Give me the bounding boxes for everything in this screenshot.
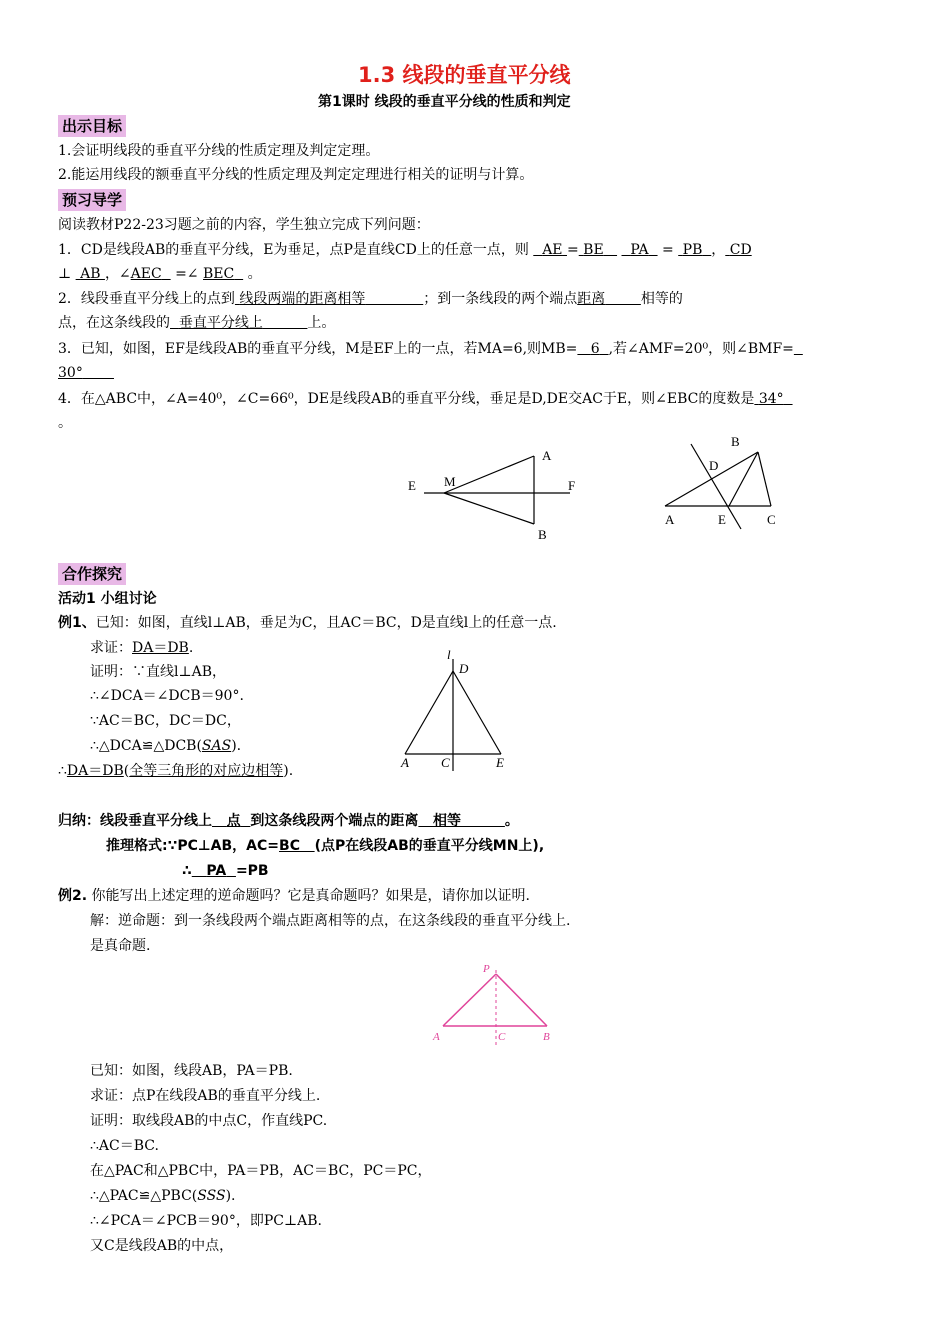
question-4-line-b: 。: [58, 415, 72, 431]
question-1-line-a: 1．CD是线段AB的垂直平分线，E为垂足，点P是直线CD上的任意一点，则 AE = BE PA = PB ， CD: [58, 242, 752, 258]
page-title: 1.3 线段的垂直平分线: [358, 63, 571, 87]
example-1-prove: 求证：DA＝DB.: [90, 640, 194, 656]
fig3-label-e: E: [496, 755, 504, 770]
example-1-proof-line: ∴∠DCA＝∠DCB＝90°.: [90, 688, 244, 704]
answer-blank: PA: [630, 242, 649, 258]
question-2-line-b: 点，在这条线段的 垂直平分线上 上。: [58, 315, 336, 331]
fig1-label-a: A: [542, 448, 552, 463]
answer-blank: 垂直平分线上: [178, 315, 263, 331]
question-2-line-a: 2．线段垂直平分线上的点到 线段两端的距离相等 ；到一条线段的两个端点距离 相等的: [58, 291, 683, 307]
objective-item: 1.会证明线段的垂直平分线的性质定理及判定定理。: [58, 143, 380, 159]
fig1-label-b: B: [538, 527, 547, 542]
figure-example-2: [425, 958, 560, 1048]
example-1-proof-line: 证明：∵直线l⊥AB，: [90, 664, 227, 680]
answer-blank: BE: [583, 242, 604, 258]
answer-blank: 线段两端的距离相等: [239, 291, 366, 307]
fig1-label-m: M: [444, 474, 456, 489]
summary-line: 归纳：线段垂直平分线上 点 到这条线段两个端点的距离 相等 。: [58, 813, 519, 829]
fig4-label-c: C: [498, 1031, 506, 1043]
figure-triangle-abc-de: [655, 430, 795, 535]
page-subtitle: 第1课时 线段的垂直平分线的性质和判定: [318, 94, 571, 110]
fig3-label-a: A: [401, 755, 409, 770]
section-explore: 合作探究: [58, 563, 126, 585]
answer-blank: 6: [590, 341, 600, 357]
answer-blank: 30°: [58, 365, 83, 381]
answer-blank: [794, 341, 803, 357]
example-2-proof-line: ∴∠PCA＝∠PCB＝90°，即PC⊥AB.: [90, 1213, 322, 1229]
example-1-conclusion: ∴DA＝DB(全等三角形的对应边相等).: [58, 763, 294, 779]
example-2-proof-line: ∴AC＝BC.: [90, 1138, 159, 1154]
fig4-label-p: P: [483, 963, 490, 975]
objective-item: 2.能运用线段的额垂直平分线的性质定理及判定定理进行相关的证明与计算。: [58, 167, 534, 183]
answer-blank: AB: [80, 266, 101, 282]
example-1-proof-line: ∴△DCA≌△DCB(SAS).: [90, 738, 242, 754]
example-1-proof-line: ∵AC＝BC，DC＝DC，: [90, 713, 241, 729]
section-preview: 预习导学: [58, 189, 126, 211]
example-2-proof-line: 在△PAC和△PBC中，PA＝PB，AC＝BC，PC＝PC，: [90, 1163, 432, 1179]
answer-blank: AE: [542, 242, 563, 258]
fig3-label-l: l: [447, 647, 451, 662]
fig4-label-b: B: [543, 1031, 550, 1043]
example-1-statement: 例1、已知：如图，直线l⊥AB，垂足为C，且AC＝BC，D是直线l上的任意一点.: [58, 615, 557, 631]
example-2-proof-line: 已知：如图，线段AB，PA＝PB.: [90, 1063, 293, 1079]
summary-format-line-1: 推理格式:∵PC⊥AB，AC=BC (点P在线段AB的垂直平分线MN上),: [106, 838, 545, 854]
fig1-label-f: F: [568, 478, 576, 493]
example-2-solution: 解：逆命题：到一条线段两个端点距离相等的点，在这条线段的垂直平分线上.: [90, 913, 571, 929]
fig2-label-b: B: [731, 434, 740, 449]
answer-blank: 34°: [758, 391, 784, 407]
answer-blank: AEC: [130, 266, 162, 282]
figure-example-1: [395, 645, 515, 775]
fig2-label-c: C: [767, 512, 776, 527]
answer-blank: BEC: [203, 266, 235, 282]
figure-perpendicular-bisector-ef: [400, 440, 590, 550]
preview-intro: 阅读教材P22-23习题之前的内容，学生独立完成下列问题：: [58, 217, 430, 233]
example-2-proof-line: ∴△PAC≌△PBC(SSS).: [90, 1188, 236, 1204]
fig1-label-e: E: [408, 478, 416, 493]
fig2-label-d: D: [709, 458, 719, 473]
example-2-proof-line: 又C是线段AB的中点，: [90, 1238, 234, 1254]
question-3-line-b: [58, 363, 114, 383]
question-3-line-a: 3．已知，如图，EF是线段AB的垂直平分线，M是EF上的一点，若MA=6,则MB= 6 ,若∠AMF=20⁰，则∠BMF=: [58, 339, 803, 359]
section-objectives: 出示目标: [58, 115, 126, 137]
activity-1-heading: 活动1 小组讨论: [58, 591, 157, 607]
answer-blank: PB: [682, 242, 703, 258]
summary-format-line-2: ∴ PA =PB: [182, 863, 269, 879]
example-2-proof-line: 证明：取线段AB的中点C，作直线PC.: [90, 1113, 328, 1129]
question-4-line-a: 4．在△ABC中，∠A=40⁰，∠C=66⁰，DE是线段AB的垂直平分线，垂足是D,DE交AC于E，则∠EBC的度数是 34°: [58, 389, 793, 409]
q1-text: 1．CD是线段AB的垂直平分线，E为垂足，点P是直线CD上的任意一点，则: [58, 242, 529, 258]
fig3-label-c: C: [441, 755, 450, 770]
fig3-label-d: D: [459, 661, 469, 676]
fig2-label-e: E: [718, 512, 726, 527]
fig4-label-a: A: [433, 1031, 440, 1043]
answer-blank: 距离: [577, 291, 606, 307]
example-2-question: 例2. 你能写出上述定理的逆命题吗？它是真命题吗？如果是，请你加以证明.: [58, 888, 530, 904]
fig2-label-a: A: [665, 512, 675, 527]
answer-blank: CD: [729, 242, 752, 258]
question-1-line-b: ⊥ AB ，∠AEC =∠ BEC 。: [58, 266, 262, 282]
example-2-proof-line: 求证：点P在线段AB的垂直平分线上.: [90, 1088, 321, 1104]
example-2-solution: 是真命题.: [90, 938, 151, 954]
